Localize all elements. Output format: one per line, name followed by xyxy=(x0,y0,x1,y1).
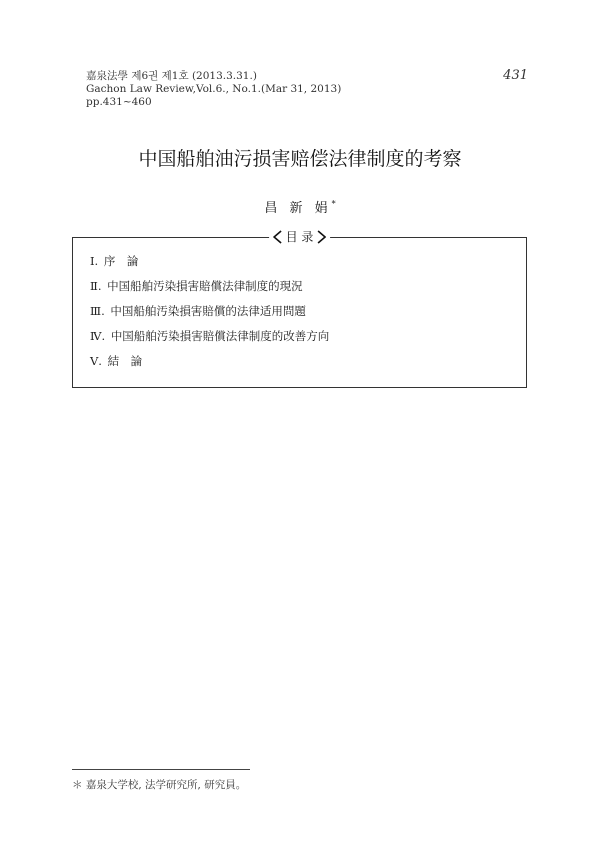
journal-page-range: pp.431~460 xyxy=(86,96,152,108)
toc-item-number: Ⅲ. xyxy=(90,304,105,318)
left-angle-bracket-icon xyxy=(273,230,282,244)
paper-title: 中国船舶油污损害赔偿法律制度的考察 xyxy=(138,148,462,170)
toc-item-label: 結 論 xyxy=(107,354,143,368)
toc-list xyxy=(90,255,329,380)
toc-item-label: 中国船舶汚染損害賠償法律制度的改善方向 xyxy=(110,329,330,343)
toc-item-label: 中国船舶汚染損害賠償法律制度的現況 xyxy=(107,279,303,293)
toc-item-number: Ⅱ. xyxy=(90,279,102,293)
footnote-divider xyxy=(72,769,250,770)
toc-item-number: Ⅰ. xyxy=(90,254,99,268)
toc-item-number: Ⅴ. xyxy=(90,354,102,368)
author-footnote-mark: * xyxy=(331,199,336,209)
toc-heading-label: 目 录 xyxy=(285,230,314,244)
journal-citation-korean: 嘉泉法學 제6권 제1호 (2013.3.31.) xyxy=(86,70,257,82)
journal-citation-english: Gachon Law Review,Vol.6., No.1.(Mar 31, 2013) xyxy=(86,83,342,95)
table-of-contents xyxy=(72,230,527,388)
toc-item xyxy=(90,255,329,268)
author-affiliation-footnote: ＊ 嘉泉大学校, 法学研究所, 研究員。 xyxy=(72,779,247,791)
toc-item xyxy=(90,330,329,343)
toc-heading xyxy=(269,227,331,247)
author-name: 昌 新 娟 xyxy=(264,201,332,216)
journal-citation xyxy=(86,70,341,109)
page-number: 431 xyxy=(503,68,528,83)
toc-item xyxy=(90,305,329,318)
right-angle-bracket-icon xyxy=(317,230,326,244)
toc-item-label: 序 論 xyxy=(103,254,139,268)
toc-item xyxy=(90,280,329,293)
toc-item-label: 中国船舶汚染損害賠償的法律适用問題 xyxy=(110,304,306,318)
toc-item xyxy=(90,355,329,368)
author-line xyxy=(0,197,600,216)
toc-item-number: Ⅳ. xyxy=(90,329,106,343)
